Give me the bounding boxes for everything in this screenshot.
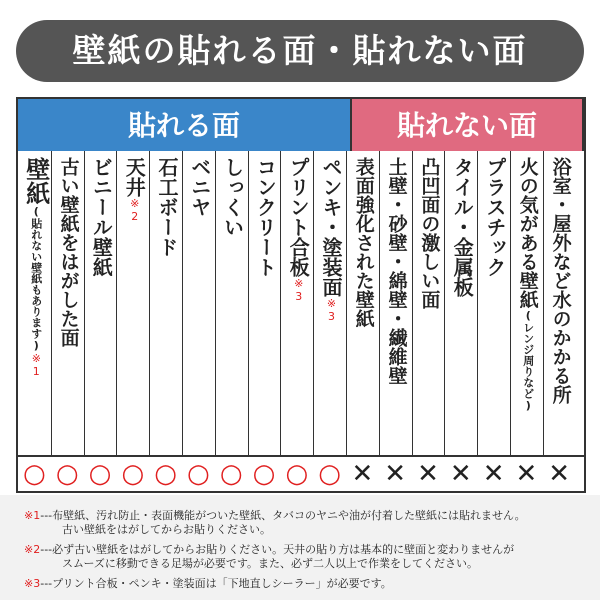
ng-cross-mark: ✕ <box>449 459 472 489</box>
surface-label <box>249 157 281 277</box>
ok-surface-column <box>84 151 117 455</box>
ok-surface-column <box>18 151 51 455</box>
surface-note: (レンジ周りなど) <box>521 309 535 412</box>
surface-label <box>347 157 379 328</box>
ng-cross-mark: ✕ <box>384 459 407 489</box>
surface-label <box>52 157 84 347</box>
surface-label <box>281 157 313 303</box>
footnote-ref: ※1 <box>29 352 43 378</box>
ok-circle-mark: ○ <box>285 459 309 489</box>
ng-surface-column <box>510 151 543 455</box>
ok-circle-mark: ○ <box>219 459 243 489</box>
footnote-ref: ※3 <box>324 297 338 323</box>
surface-label-text: 浴室・屋外など水のかかる所 <box>549 157 572 404</box>
footnote-line: スムーズに移動できる足場が必要です。また、必ず二人以上で作業をしてください。 <box>62 557 479 570</box>
ng-surface-column <box>412 151 445 455</box>
ok-circle-mark: ○ <box>154 459 177 489</box>
ng-surface-column <box>543 151 576 455</box>
footnote-line: ※3---プリント合板・ペンキ・塗装面は「下地直しシーラー」が必要です。 <box>24 577 392 590</box>
surface-label-text: 土壁・砂壁・綿壁・繊維壁 <box>385 157 408 385</box>
ok-circle-mark: ○ <box>318 459 341 489</box>
surface-label <box>183 157 215 217</box>
surface-label <box>216 157 248 237</box>
ng-cross-mark: ✕ <box>548 459 571 489</box>
ok-circle-mark: ○ <box>23 459 46 489</box>
ok-surface-column <box>215 151 248 455</box>
footnote-line: ※2---必ず古い壁紙をはがしてからお貼りください。天井の貼り方は基本的に壁面と変わりませんが <box>24 543 515 556</box>
surface-label-text: 火の気がある壁紙 <box>516 157 539 309</box>
surface-label <box>117 157 149 223</box>
surface-label-text: 壁紙 <box>21 157 50 205</box>
ok-circle-mark: ○ <box>252 459 276 489</box>
ok-surface-column <box>280 151 313 455</box>
ok-circle-mark: ○ <box>88 459 112 489</box>
ok-surface-column <box>116 151 149 455</box>
ok-circle-mark: ○ <box>55 459 79 489</box>
surface-label-text: コンクリート <box>253 157 278 277</box>
result-row <box>18 455 584 491</box>
surface-label-text: タイル・金属板 <box>450 157 475 297</box>
surface-label-text: プリント合板 <box>286 157 311 277</box>
footnote-mark: ※2 <box>24 543 41 556</box>
surface-label <box>445 157 477 297</box>
surface-label <box>85 157 117 277</box>
ng-surface-column <box>444 151 477 455</box>
surface-label-text: しっくい <box>220 157 245 237</box>
ok-surface-column <box>248 151 281 455</box>
surface-label <box>18 157 51 378</box>
surface-label <box>314 157 346 323</box>
ok-surfaces-header: 貼れる面 <box>16 97 350 151</box>
surface-label <box>150 157 182 257</box>
surface-label-text: ペンキ・塗装面 <box>318 157 343 297</box>
page-title: 壁紙の貼れる面・貼れない面 <box>16 20 584 82</box>
footnote-line: ※1---布壁紙、汚れ防止・表面機能がついた壁紙、タバコのヤニや油が付着した壁紙には貼れません。 <box>24 509 526 522</box>
surface-label <box>380 157 412 385</box>
ng-surface-column <box>346 151 379 455</box>
ok-surface-column <box>182 151 215 455</box>
footnote-mark: ※1 <box>24 509 41 522</box>
ng-cross-mark: ✕ <box>351 459 374 489</box>
surface-label-text: プラスチック <box>482 157 507 277</box>
ng-surface-column <box>379 151 412 455</box>
surface-label-text: 天井 <box>122 157 147 197</box>
ok-surface-column <box>313 151 346 455</box>
footnote-line: 古い壁紙をはがしてからお貼りください。 <box>62 523 271 536</box>
surface-label-text: 古い壁紙をはがした面 <box>57 157 80 347</box>
footnote-mark: ※3 <box>24 577 41 590</box>
surface-label <box>478 157 510 277</box>
ok-surface-column <box>51 151 84 455</box>
surface-label <box>511 157 543 412</box>
ng-cross-mark: ✕ <box>482 459 505 489</box>
surface-label-text: 凸凹面の激しい面 <box>418 157 441 309</box>
surface-note: (貼れない壁紙もあります) <box>29 205 43 352</box>
ng-cross-mark: ✕ <box>417 459 439 489</box>
ok-circle-mark: ○ <box>121 459 145 489</box>
ok-circle-mark: ○ <box>187 459 210 489</box>
surface-label-text: ベニヤ <box>187 157 212 217</box>
footnotes <box>0 495 600 600</box>
surface-label-text: 石工ボード <box>154 157 179 257</box>
surface-label-text: ビニール壁紙 <box>89 157 114 277</box>
ng-surface-column <box>477 151 510 455</box>
surface-label-text: 表面強化された壁紙 <box>352 157 375 328</box>
surface-label <box>544 157 576 404</box>
footnote-ref: ※3 <box>292 277 306 303</box>
ng-surfaces-header: 貼れない面 <box>350 97 584 151</box>
ng-cross-mark: ✕ <box>515 459 538 489</box>
footnote-ref: ※2 <box>128 197 142 223</box>
ok-surface-column <box>149 151 182 455</box>
surface-label <box>413 157 445 309</box>
